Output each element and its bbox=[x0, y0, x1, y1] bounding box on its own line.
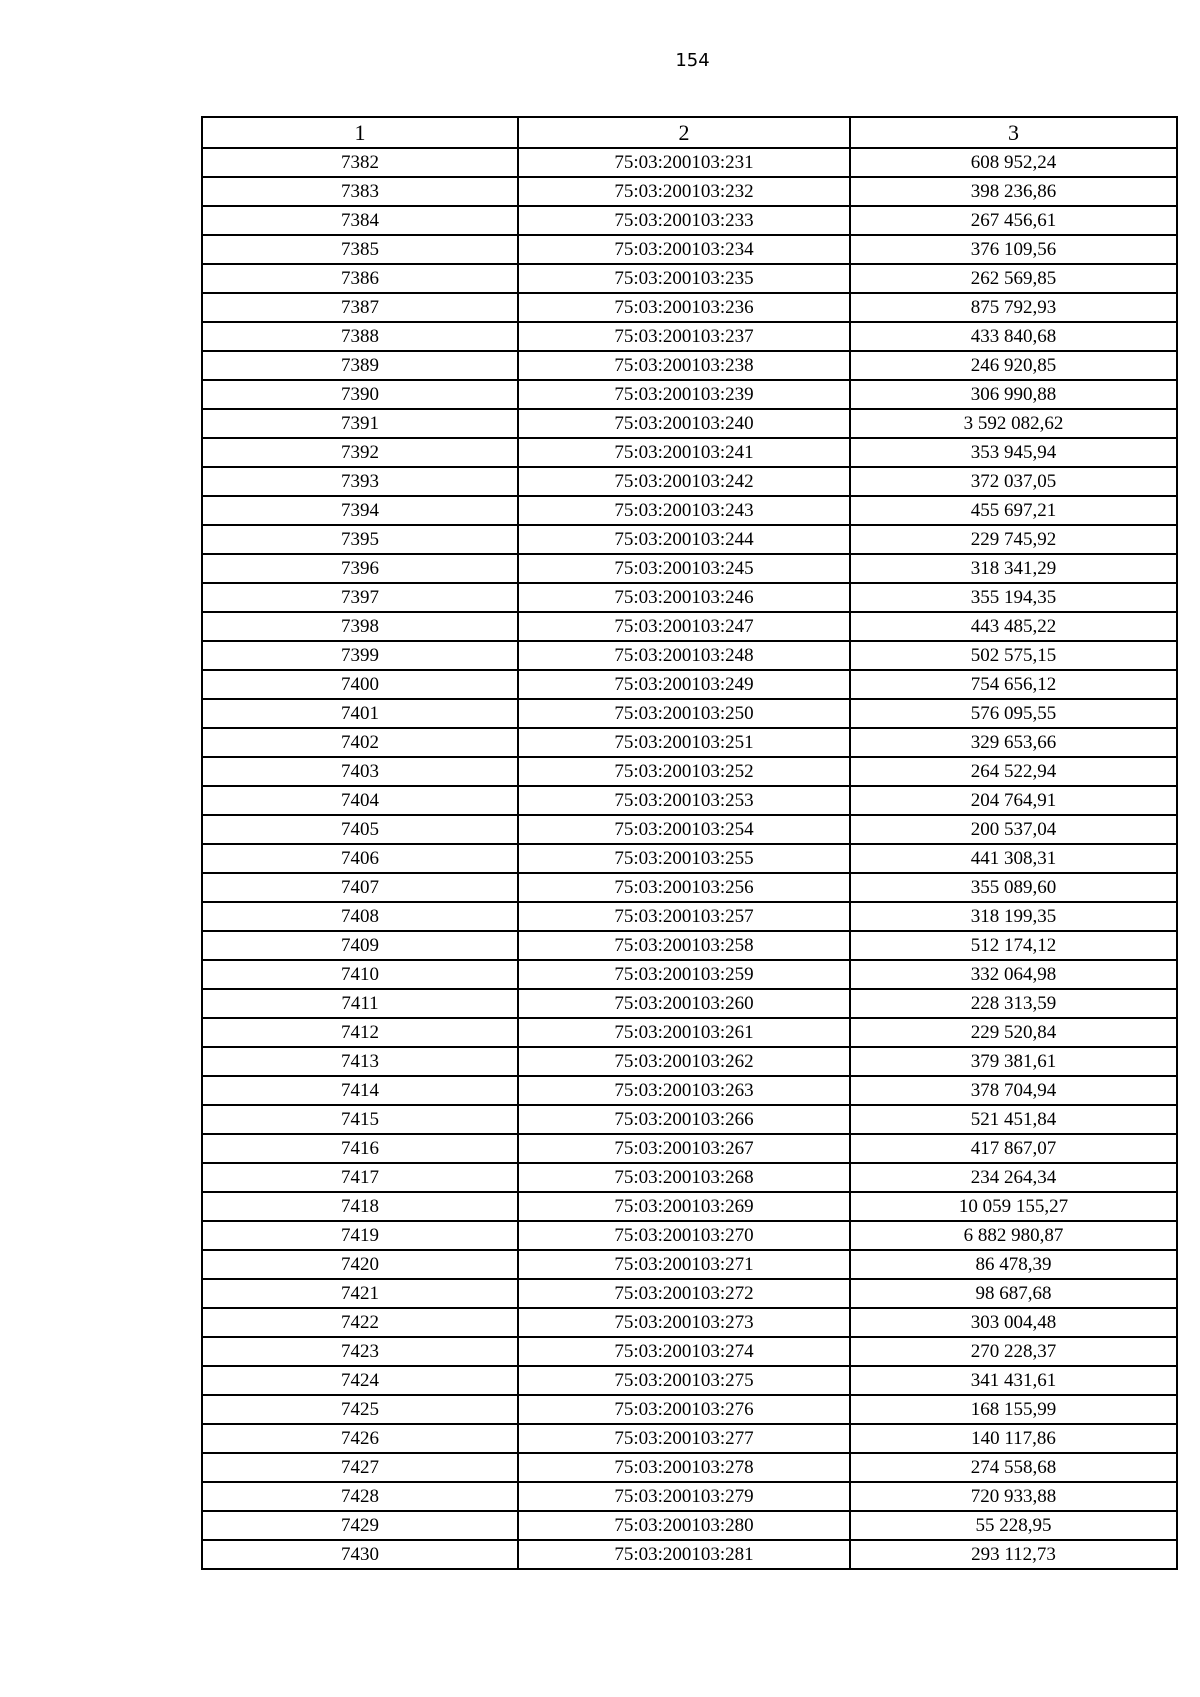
value-cell: 754 656,12 bbox=[850, 670, 1177, 699]
table-row bbox=[202, 380, 1177, 409]
value-cell: 502 575,15 bbox=[850, 641, 1177, 670]
table-row bbox=[202, 322, 1177, 351]
value-cell: 329 653,66 bbox=[850, 728, 1177, 757]
table-row bbox=[202, 206, 1177, 235]
row-number-cell: 7411 bbox=[202, 989, 518, 1018]
cadastral-number-cell: 75:03:200103:251 bbox=[518, 728, 850, 757]
table-row bbox=[202, 1395, 1177, 1424]
table-row bbox=[202, 699, 1177, 728]
table-row bbox=[202, 1105, 1177, 1134]
table-row bbox=[202, 293, 1177, 322]
value-cell: 720 933,88 bbox=[850, 1482, 1177, 1511]
row-number-cell: 7400 bbox=[202, 670, 518, 699]
row-number-cell: 7421 bbox=[202, 1279, 518, 1308]
table-row bbox=[202, 554, 1177, 583]
table-row bbox=[202, 757, 1177, 786]
value-cell: 417 867,07 bbox=[850, 1134, 1177, 1163]
value-cell: 341 431,61 bbox=[850, 1366, 1177, 1395]
cadastral-number-cell: 75:03:200103:262 bbox=[518, 1047, 850, 1076]
table-row bbox=[202, 815, 1177, 844]
value-cell: 306 990,88 bbox=[850, 380, 1177, 409]
value-cell: 293 112,73 bbox=[850, 1540, 1177, 1569]
row-number-cell: 7383 bbox=[202, 177, 518, 206]
row-number-cell: 7384 bbox=[202, 206, 518, 235]
row-number-cell: 7393 bbox=[202, 467, 518, 496]
table-row bbox=[202, 1047, 1177, 1076]
table-row bbox=[202, 438, 1177, 467]
row-number-cell: 7399 bbox=[202, 641, 518, 670]
table-row bbox=[202, 467, 1177, 496]
cadastral-number-cell: 75:03:200103:269 bbox=[518, 1192, 850, 1221]
value-cell: 168 155,99 bbox=[850, 1395, 1177, 1424]
value-cell: 521 451,84 bbox=[850, 1105, 1177, 1134]
row-number-cell: 7386 bbox=[202, 264, 518, 293]
value-cell: 140 117,86 bbox=[850, 1424, 1177, 1453]
row-number-cell: 7403 bbox=[202, 757, 518, 786]
row-number-cell: 7417 bbox=[202, 1163, 518, 1192]
cadastral-number-cell: 75:03:200103:266 bbox=[518, 1105, 850, 1134]
table-row bbox=[202, 409, 1177, 438]
cadastral-number-cell: 75:03:200103:257 bbox=[518, 902, 850, 931]
table-row bbox=[202, 728, 1177, 757]
table-row bbox=[202, 496, 1177, 525]
cadastral-number-cell: 75:03:200103:231 bbox=[518, 148, 850, 177]
table-row bbox=[202, 1221, 1177, 1250]
cadastral-number-cell: 75:03:200103:234 bbox=[518, 235, 850, 264]
table-row bbox=[202, 873, 1177, 902]
value-cell: 228 313,59 bbox=[850, 989, 1177, 1018]
cadastral-number-cell: 75:03:200103:271 bbox=[518, 1250, 850, 1279]
cadastral-number-cell: 75:03:200103:246 bbox=[518, 583, 850, 612]
cadastral-number-cell: 75:03:200103:233 bbox=[518, 206, 850, 235]
table-row bbox=[202, 931, 1177, 960]
table-row bbox=[202, 1366, 1177, 1395]
value-cell: 353 945,94 bbox=[850, 438, 1177, 467]
table-row bbox=[202, 148, 1177, 177]
row-number-cell: 7388 bbox=[202, 322, 518, 351]
row-number-cell: 7401 bbox=[202, 699, 518, 728]
row-number-cell: 7419 bbox=[202, 1221, 518, 1250]
value-cell: 200 537,04 bbox=[850, 815, 1177, 844]
cadastral-number-cell: 75:03:200103:235 bbox=[518, 264, 850, 293]
row-number-cell: 7430 bbox=[202, 1540, 518, 1569]
value-cell: 379 381,61 bbox=[850, 1047, 1177, 1076]
row-number-cell: 7415 bbox=[202, 1105, 518, 1134]
value-cell: 355 194,35 bbox=[850, 583, 1177, 612]
table-row bbox=[202, 1279, 1177, 1308]
value-cell: 98 687,68 bbox=[850, 1279, 1177, 1308]
cadastral-number-cell: 75:03:200103:272 bbox=[518, 1279, 850, 1308]
table-row bbox=[202, 1163, 1177, 1192]
table-row bbox=[202, 786, 1177, 815]
row-number-cell: 7396 bbox=[202, 554, 518, 583]
value-cell: 262 569,85 bbox=[850, 264, 1177, 293]
table-row bbox=[202, 1482, 1177, 1511]
cadastral-number-cell: 75:03:200103:245 bbox=[518, 554, 850, 583]
cadastral-number-cell: 75:03:200103:250 bbox=[518, 699, 850, 728]
row-number-cell: 7382 bbox=[202, 148, 518, 177]
table-row bbox=[202, 351, 1177, 380]
table-row bbox=[202, 1453, 1177, 1482]
cadastral-number-cell: 75:03:200103:261 bbox=[518, 1018, 850, 1047]
cadastre-table bbox=[201, 116, 1178, 1570]
value-cell: 267 456,61 bbox=[850, 206, 1177, 235]
table-row bbox=[202, 177, 1177, 206]
cadastral-number-cell: 75:03:200103:239 bbox=[518, 380, 850, 409]
table-row bbox=[202, 902, 1177, 931]
table-row bbox=[202, 1511, 1177, 1540]
cadastral-number-cell: 75:03:200103:276 bbox=[518, 1395, 850, 1424]
cadastral-number-cell: 75:03:200103:241 bbox=[518, 438, 850, 467]
cadastral-number-cell: 75:03:200103:259 bbox=[518, 960, 850, 989]
value-cell: 10 059 155,27 bbox=[850, 1192, 1177, 1221]
table-body bbox=[202, 148, 1177, 1569]
row-number-cell: 7406 bbox=[202, 844, 518, 873]
row-number-cell: 7395 bbox=[202, 525, 518, 554]
cadastral-number-cell: 75:03:200103:274 bbox=[518, 1337, 850, 1366]
row-number-cell: 7392 bbox=[202, 438, 518, 467]
row-number-cell: 7429 bbox=[202, 1511, 518, 1540]
cadastral-number-cell: 75:03:200103:252 bbox=[518, 757, 850, 786]
value-cell: 318 341,29 bbox=[850, 554, 1177, 583]
value-cell: 264 522,94 bbox=[850, 757, 1177, 786]
column-header-3: 3 bbox=[850, 117, 1177, 148]
row-number-cell: 7420 bbox=[202, 1250, 518, 1279]
row-number-cell: 7428 bbox=[202, 1482, 518, 1511]
value-cell: 234 264,34 bbox=[850, 1163, 1177, 1192]
cadastral-number-cell: 75:03:200103:277 bbox=[518, 1424, 850, 1453]
value-cell: 229 520,84 bbox=[850, 1018, 1177, 1047]
value-cell: 86 478,39 bbox=[850, 1250, 1177, 1279]
row-number-cell: 7424 bbox=[202, 1366, 518, 1395]
cadastral-number-cell: 75:03:200103:232 bbox=[518, 177, 850, 206]
table-row bbox=[202, 1076, 1177, 1105]
cadastral-number-cell: 75:03:200103:253 bbox=[518, 786, 850, 815]
cadastral-number-cell: 75:03:200103:279 bbox=[518, 1482, 850, 1511]
cadastral-number-cell: 75:03:200103:237 bbox=[518, 322, 850, 351]
cadastral-number-cell: 75:03:200103:258 bbox=[518, 931, 850, 960]
row-number-cell: 7407 bbox=[202, 873, 518, 902]
value-cell: 274 558,68 bbox=[850, 1453, 1177, 1482]
cadastral-number-cell: 75:03:200103:248 bbox=[518, 641, 850, 670]
cadastral-number-cell: 75:03:200103:275 bbox=[518, 1366, 850, 1395]
page-number: 154 bbox=[675, 50, 710, 71]
value-cell: 332 064,98 bbox=[850, 960, 1177, 989]
row-number-cell: 7423 bbox=[202, 1337, 518, 1366]
cadastral-number-cell: 75:03:200103:236 bbox=[518, 293, 850, 322]
value-cell: 270 228,37 bbox=[850, 1337, 1177, 1366]
row-number-cell: 7426 bbox=[202, 1424, 518, 1453]
row-number-cell: 7427 bbox=[202, 1453, 518, 1482]
cadastral-number-cell: 75:03:200103:267 bbox=[518, 1134, 850, 1163]
value-cell: 204 764,91 bbox=[850, 786, 1177, 815]
table-row bbox=[202, 235, 1177, 264]
table-row bbox=[202, 583, 1177, 612]
cadastral-number-cell: 75:03:200103:244 bbox=[518, 525, 850, 554]
cadastral-number-cell: 75:03:200103:247 bbox=[518, 612, 850, 641]
cadastral-number-cell: 75:03:200103:256 bbox=[518, 873, 850, 902]
table-row bbox=[202, 1018, 1177, 1047]
cadastral-number-cell: 75:03:200103:270 bbox=[518, 1221, 850, 1250]
cadastral-number-cell: 75:03:200103:281 bbox=[518, 1540, 850, 1569]
row-number-cell: 7409 bbox=[202, 931, 518, 960]
row-number-cell: 7397 bbox=[202, 583, 518, 612]
header-row bbox=[202, 117, 1177, 148]
cadastral-number-cell: 75:03:200103:249 bbox=[518, 670, 850, 699]
value-cell: 318 199,35 bbox=[850, 902, 1177, 931]
table-row bbox=[202, 1540, 1177, 1569]
row-number-cell: 7405 bbox=[202, 815, 518, 844]
value-cell: 433 840,68 bbox=[850, 322, 1177, 351]
cadastral-number-cell: 75:03:200103:268 bbox=[518, 1163, 850, 1192]
row-number-cell: 7394 bbox=[202, 496, 518, 525]
value-cell: 229 745,92 bbox=[850, 525, 1177, 554]
value-cell: 576 095,55 bbox=[850, 699, 1177, 728]
cadastral-number-cell: 75:03:200103:278 bbox=[518, 1453, 850, 1482]
cadastral-number-cell: 75:03:200103:273 bbox=[518, 1308, 850, 1337]
table-row bbox=[202, 844, 1177, 873]
value-cell: 378 704,94 bbox=[850, 1076, 1177, 1105]
row-number-cell: 7418 bbox=[202, 1192, 518, 1221]
row-number-cell: 7412 bbox=[202, 1018, 518, 1047]
value-cell: 512 174,12 bbox=[850, 931, 1177, 960]
value-cell: 376 109,56 bbox=[850, 235, 1177, 264]
value-cell: 3 592 082,62 bbox=[850, 409, 1177, 438]
cadastral-number-cell: 75:03:200103:240 bbox=[518, 409, 850, 438]
row-number-cell: 7398 bbox=[202, 612, 518, 641]
value-cell: 875 792,93 bbox=[850, 293, 1177, 322]
table-row bbox=[202, 612, 1177, 641]
table-row bbox=[202, 989, 1177, 1018]
value-cell: 441 308,31 bbox=[850, 844, 1177, 873]
row-number-cell: 7414 bbox=[202, 1076, 518, 1105]
table-row bbox=[202, 641, 1177, 670]
cadastral-number-cell: 75:03:200103:243 bbox=[518, 496, 850, 525]
cadastral-number-cell: 75:03:200103:255 bbox=[518, 844, 850, 873]
value-cell: 303 004,48 bbox=[850, 1308, 1177, 1337]
value-cell: 608 952,24 bbox=[850, 148, 1177, 177]
column-header-2: 2 bbox=[518, 117, 850, 148]
table-row bbox=[202, 1250, 1177, 1279]
row-number-cell: 7422 bbox=[202, 1308, 518, 1337]
table-header bbox=[202, 117, 1177, 148]
table-row bbox=[202, 1308, 1177, 1337]
cadastral-number-cell: 75:03:200103:260 bbox=[518, 989, 850, 1018]
cadastral-number-cell: 75:03:200103:254 bbox=[518, 815, 850, 844]
table-row bbox=[202, 670, 1177, 699]
value-cell: 246 920,85 bbox=[850, 351, 1177, 380]
table-row bbox=[202, 1424, 1177, 1453]
row-number-cell: 7387 bbox=[202, 293, 518, 322]
column-header-1: 1 bbox=[202, 117, 518, 148]
row-number-cell: 7385 bbox=[202, 235, 518, 264]
value-cell: 455 697,21 bbox=[850, 496, 1177, 525]
row-number-cell: 7425 bbox=[202, 1395, 518, 1424]
table-row bbox=[202, 525, 1177, 554]
row-number-cell: 7404 bbox=[202, 786, 518, 815]
value-cell: 6 882 980,87 bbox=[850, 1221, 1177, 1250]
table-row bbox=[202, 960, 1177, 989]
cadastral-number-cell: 75:03:200103:242 bbox=[518, 467, 850, 496]
value-cell: 355 089,60 bbox=[850, 873, 1177, 902]
value-cell: 398 236,86 bbox=[850, 177, 1177, 206]
row-number-cell: 7416 bbox=[202, 1134, 518, 1163]
table-row bbox=[202, 264, 1177, 293]
row-number-cell: 7390 bbox=[202, 380, 518, 409]
value-cell: 55 228,95 bbox=[850, 1511, 1177, 1540]
row-number-cell: 7410 bbox=[202, 960, 518, 989]
cadastral-number-cell: 75:03:200103:238 bbox=[518, 351, 850, 380]
row-number-cell: 7408 bbox=[202, 902, 518, 931]
table-row bbox=[202, 1192, 1177, 1221]
value-cell: 372 037,05 bbox=[850, 467, 1177, 496]
table-row bbox=[202, 1337, 1177, 1366]
value-cell: 443 485,22 bbox=[850, 612, 1177, 641]
cadastral-number-cell: 75:03:200103:280 bbox=[518, 1511, 850, 1540]
row-number-cell: 7413 bbox=[202, 1047, 518, 1076]
row-number-cell: 7389 bbox=[202, 351, 518, 380]
table-row bbox=[202, 1134, 1177, 1163]
cadastral-number-cell: 75:03:200103:263 bbox=[518, 1076, 850, 1105]
row-number-cell: 7402 bbox=[202, 728, 518, 757]
row-number-cell: 7391 bbox=[202, 409, 518, 438]
